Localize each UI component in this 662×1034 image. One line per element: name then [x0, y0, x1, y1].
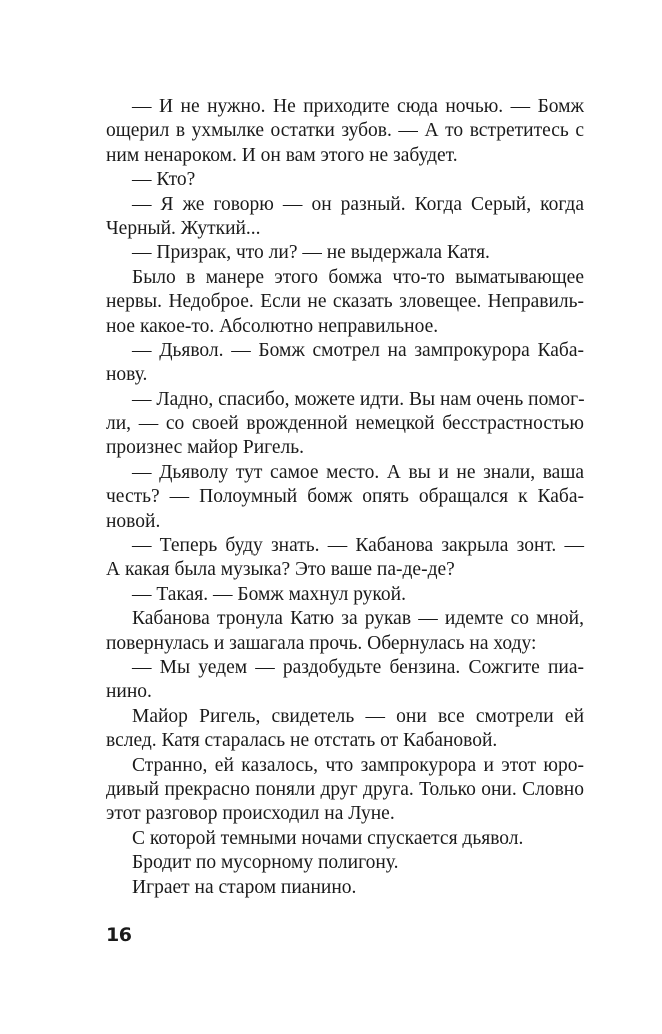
text-line: произнес майор Ригель. [106, 437, 305, 459]
text-line: — Такая. — Бомж махнул рукой. [132, 583, 406, 605]
text-line: этот разговор происходил на Луне. [106, 803, 395, 825]
text-line: ное какое-то. Абсолютно неправильное. [106, 315, 439, 337]
text-line: — И не нужно. Не приходите сюда ночью. — Бомж [132, 96, 584, 117]
text-line: ли, — со своей врожденной немецкой бесстрастностью [106, 413, 584, 435]
text-line: честь? — Полоумный бомж опять обращался к Каба- [106, 486, 584, 508]
text-line: нино. [106, 681, 152, 703]
text-line: Бродит по мусорному полигону. [132, 852, 399, 874]
text-line: — Теперь буду знать. — Кабанова закрыла зонт. — [132, 535, 584, 557]
text-line: А какая была музыка? Это ваше па-де-де? [106, 559, 455, 581]
text-line: С которой темными ночами спускается дьявол. [132, 827, 524, 849]
text-line: дивый прекрасно поняли друг друга. Только они. Словно [106, 778, 584, 800]
body-text [106, 95, 584, 900]
text-line: — Дьяволу тут самое место. А вы и не знали, ваша [132, 461, 584, 483]
page-number: 16 [106, 924, 132, 946]
text-line: Играет на старом пианино. [132, 876, 357, 898]
text-line: — Дьявол. — Бомж смотрел на зампрокурора Каба- [132, 339, 584, 361]
text-line: — Кто? [132, 169, 196, 191]
text-line: нову. [106, 364, 148, 386]
text-line: повернулась и зашагала прочь. Обернулась на ходу: [106, 632, 537, 654]
text-line: вслед. Катя старалась не отстать от Кабановой. [106, 730, 498, 752]
text-line: новой. [106, 510, 161, 532]
text-line: нервы. Недоброе. Если не сказать зловещее. Неправиль- [106, 291, 584, 313]
text-line: — Мы уедем — раздобудьте бензина. Сожгите пиа- [132, 656, 584, 678]
text-line: Майор Ригель, свидетель — они все смотрели ей [132, 705, 584, 727]
text-line: Было в манере этого бомжа что-то выматывающее [132, 266, 584, 288]
text-line: Кабанова тронула Катю за рукав — идемте со мной, [132, 608, 584, 630]
text-line: ощерил в ухмылке остатки зубов. — А то встретитесь с [106, 120, 584, 142]
text-line: ним ненароком. И он вам этого не забудет. [106, 144, 458, 166]
text-line: Черный. Жуткий... [106, 217, 261, 239]
text-line: — Призрак, что ли? — не выдержала Катя. [132, 242, 490, 264]
text-line: — Ладно, спасибо, можете идти. Вы нам очень помог- [132, 388, 585, 410]
text-line: — Я же говорю — он разный. Когда Серый, когда [132, 193, 584, 215]
text-line: Странно, ей казалось, что зампрокурора и этот юро- [132, 754, 584, 776]
